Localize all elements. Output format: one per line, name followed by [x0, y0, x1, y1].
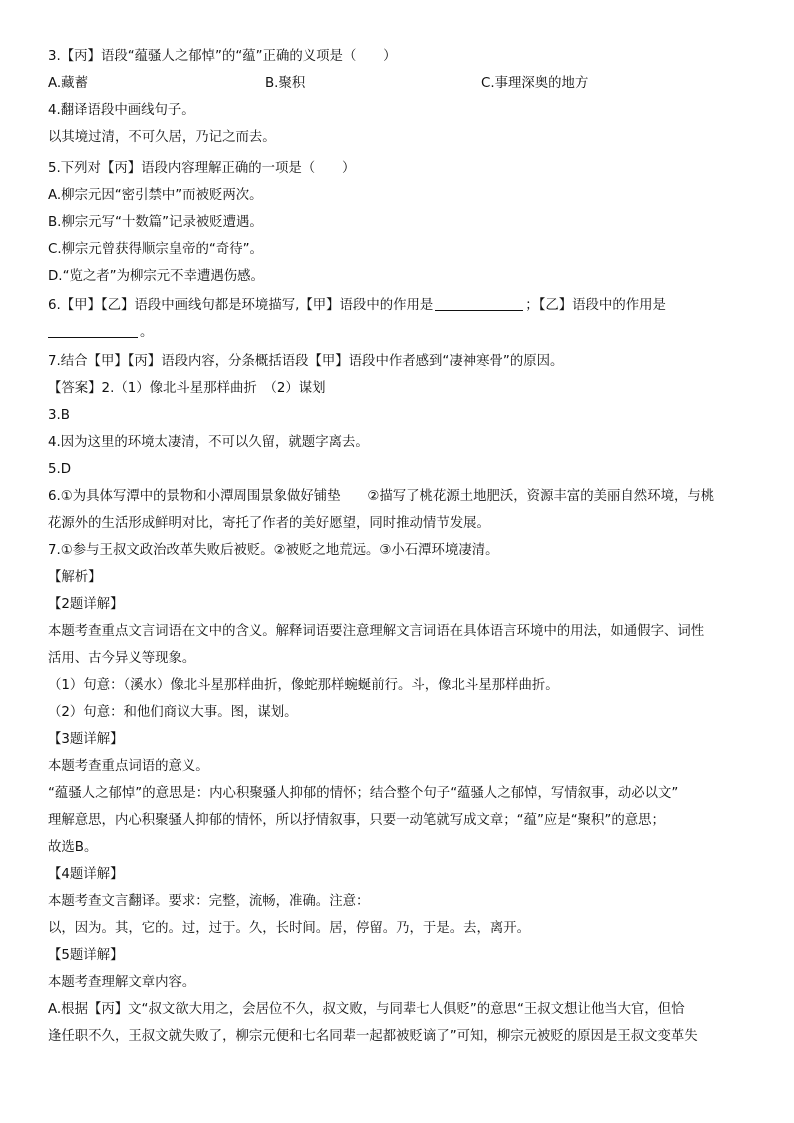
analysis-heading: 【解析】: [48, 570, 102, 585]
q4-sentence: 以其境过清，不可久居，乃记之而去。: [48, 130, 276, 145]
q6-blank-yi: [48, 323, 138, 338]
detail-5-line2: A.根据【丙】文“叔文欲大用之，会居位不久，叔文败，与同辈七人俱贬”的意思“王叔文想让他当大官，但恰: [48, 1002, 685, 1017]
q5-option-d: D.“览之者”为柳宗元不幸遭遇伤感。: [48, 269, 264, 284]
q6-blank-jia: [435, 296, 523, 311]
q6-stem-end: 。: [140, 325, 154, 340]
detail-2-line2: 活用、古今异义等现象。: [48, 651, 196, 666]
answer-3: 3.B: [48, 408, 70, 423]
detail-2-line1: 本题考查重点文言词语在文中的含义。解释词语要注意理解文言词语在具体语言环境中的用法，如通假字、词性: [48, 624, 705, 639]
detail-3-line3: 理解意思，内心积聚骚人抑郁的情怀，所以抒情叙事，只要一动笔就写成文章；“蕴”应是“聚积”的意思；: [48, 813, 665, 828]
detail-2-line3: （1）句意：（溪水）像北斗星那样曲折，像蛇那样蜿蜒前行。斗，像北斗星那样曲折。: [48, 678, 559, 693]
detail-5-line1: 本题考查理解文章内容。: [48, 975, 196, 990]
detail-4-line1: 本题考查文言翻译。要求：完整，流畅，准确。注意：: [48, 894, 370, 909]
q3-option-b: B.聚积: [265, 76, 306, 91]
q3-option-c: C.事理深奥的地方: [481, 76, 589, 91]
q3-option-a: A.藏蓄: [48, 76, 88, 91]
q5-option-b: B.柳宗元写“十数篇”记录被贬遭遇。: [48, 215, 263, 230]
detail-2-line4: （2）句意：和他们商议大事。图，谋划。: [48, 705, 298, 720]
detail-3-heading: 【3题详解】: [48, 732, 124, 747]
q6-stem-cont: [48, 323, 748, 343]
answer-6-line2: 花源外的生活形成鲜明对比，寄托了作者的美好愿望，同时推动情节发展。: [48, 516, 490, 531]
q5-option-c: C.柳宗元曾获得顺宗皇帝的“奇待”。: [48, 242, 263, 257]
answer-4: 4.因为这里的环境太凄清，不可以久留，就题字离去。: [48, 435, 369, 450]
detail-4-line2: 以，因为。其，它的。过，过于。久，长时间。居，停留。乃，于是。去，离开。: [48, 921, 531, 936]
q6-stem-part1: 6.【甲】【乙】语段中画线句都是环境描写,【甲】语段中的作用是: [48, 298, 434, 313]
detail-5-heading: 【5题详解】: [48, 948, 124, 963]
detail-3-line4: 故选B。: [48, 840, 98, 855]
q3-stem: 3.【丙】语段“蕴骚人之郁悼”的“蕴”正确的义项是（ ）: [48, 49, 397, 64]
detail-4-heading: 【4题详解】: [48, 867, 124, 882]
q4-stem: 4.翻译语段中画线句子。: [48, 103, 195, 118]
detail-2-heading: 【2题详解】: [48, 597, 124, 612]
detail-3-line1: 本题考查重点词语的意义。: [48, 759, 209, 774]
answer-5: 5.D: [48, 462, 72, 477]
detail-3-line2: “蕴骚人之郁悼”的意思是：内心积聚骚人抑郁的情怀；结合整个句子“蕴骚人之郁悼，写情叙事，动必以文”: [48, 786, 679, 801]
detail-5-line3: 逢任职不久，王叔文就失败了，柳宗元便和七名同辈一起都被贬谪了”可知，柳宗元被贬的原因是王叔文变革失: [48, 1029, 698, 1044]
q5-stem: 5.下列对【丙】语段内容理解正确的一项是（ ）: [48, 161, 356, 176]
answer-2: 【答案】2.（1）像北斗星那样曲折 （2）谋划: [48, 381, 326, 396]
q7-stem: 7.结合【甲】【丙】语段内容，分条概括语段【甲】语段中作者感到“凄神寒骨”的原因。: [48, 354, 564, 369]
q5-option-a: A.柳宗元因“密引禁中”而被贬两次。: [48, 188, 263, 203]
q6-stem: [48, 296, 748, 316]
answer-6-line1: 6.①为具体写潭中的景物和小潭周围景象做好铺垫 ②描写了桃花源土地肥沃，资源丰富的美丽自然环境，与桃: [48, 489, 715, 504]
q6-stem-part2: ；【乙】语段中的作用是: [525, 298, 666, 313]
answer-7: 7.①参与王叔文政治改革失败后被贬。②被贬之地荒远。③小石潭环境凄清。: [48, 543, 499, 558]
